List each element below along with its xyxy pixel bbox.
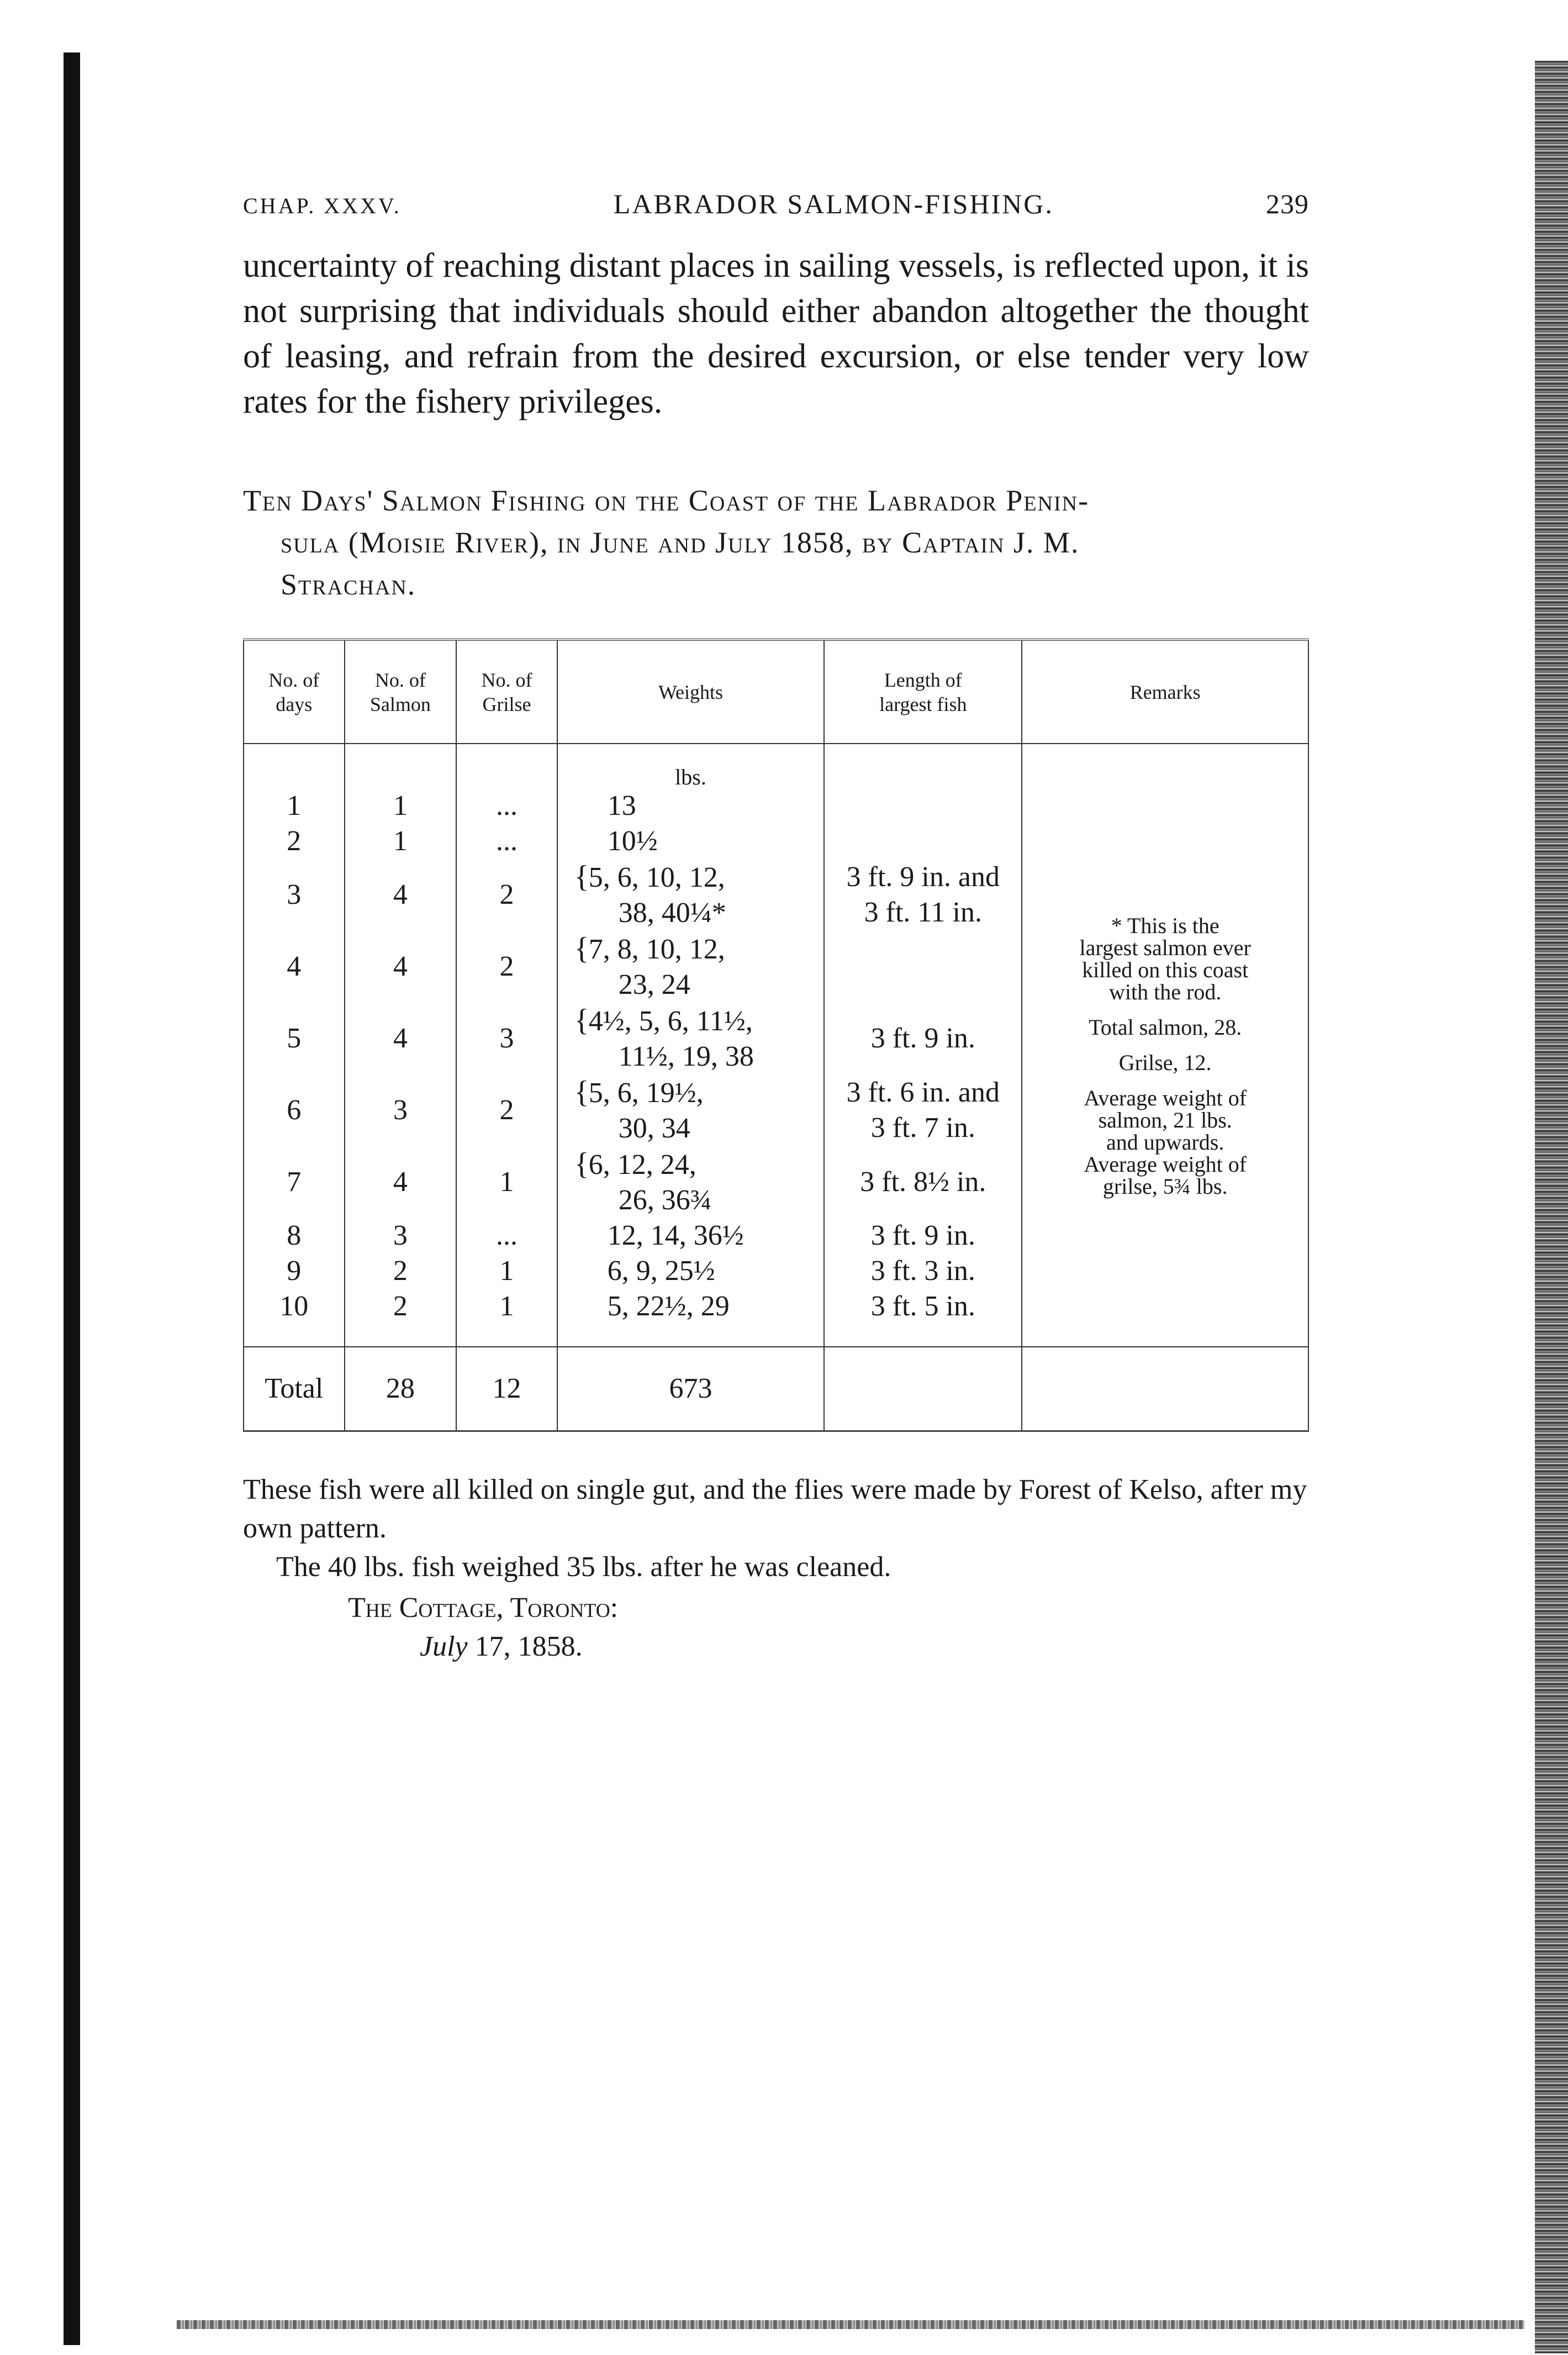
cell-grilse: 1: [456, 1253, 557, 1289]
cell-weights: [557, 1003, 825, 1074]
notes: [243, 1471, 1309, 1587]
paragraph-text: uncertainty of reaching distant places in sailing vessels, is reflected upon, it is not surprising that individuals should either abandon altogether the thought of leasing, and refrain from the desired excursion, or else tender very low rates for the fishery privileges.: [243, 247, 1309, 420]
signature-month: July: [420, 1631, 468, 1662]
remarks-line: grilse, 5¾ lbs.: [1102, 1174, 1228, 1199]
fishing-table: [243, 639, 1309, 1432]
remarks-line: Average weight of: [1084, 1152, 1247, 1177]
brace-glyph: {: [574, 1003, 589, 1037]
cell-weights: [557, 1074, 825, 1146]
remarks-cell: [1022, 766, 1308, 1347]
table-title-line-1: Ten Days' Salmon Fishing on the Coast of the Labrador Penin-: [243, 484, 1090, 517]
page-stack-edge: [1535, 61, 1568, 2353]
cell-day: 8: [244, 1218, 345, 1253]
table-title-line-3: Strachan.: [281, 568, 416, 601]
cell-salmon: 2: [345, 1289, 457, 1324]
weights-line-1: [574, 859, 824, 895]
cell-grilse: ...: [456, 1218, 557, 1253]
brace-glyph: {: [574, 931, 589, 966]
length-line-1: 3 ft. 9 in.: [870, 1023, 975, 1054]
cell-day: 9: [244, 1253, 345, 1289]
cell-salmon: 2: [345, 1253, 457, 1289]
cell-length: [824, 931, 1022, 1003]
cell-grilse: ...: [456, 788, 557, 824]
weights-text-1: 5, 6, 19½,: [588, 1077, 704, 1109]
weights-line-2: 23, 24: [618, 969, 690, 1000]
length-line-1: 3 ft. 8½ in.: [860, 1166, 986, 1198]
body-paragraph: [243, 243, 1309, 424]
cell-weights: [557, 1218, 825, 1253]
cell-day: 6: [244, 1074, 345, 1146]
units-row: [244, 766, 1308, 788]
total-remarks: [1022, 1347, 1308, 1431]
running-header: [243, 188, 1309, 220]
cell-length: [824, 788, 1022, 824]
cell-length: [824, 1003, 1022, 1074]
remarks-line: with the rod.: [1109, 979, 1222, 1004]
cell-salmon: 1: [345, 824, 457, 859]
note-line-2: The 40 lbs. fish weighed 35 lbs. after he was cleaned.: [276, 1551, 891, 1583]
weights-text-1: 6, 12, 24,: [588, 1149, 696, 1181]
chapter-label: CHAP. XXXV.: [243, 193, 402, 218]
cell-length: [824, 1218, 1022, 1253]
weights-text-1: 6, 9, 25½: [607, 1255, 715, 1287]
remarks-line: salmon, 21 lbs.: [1098, 1108, 1232, 1132]
cell-grilse: 2: [456, 1074, 557, 1146]
page-bottom-edge: [177, 2320, 1524, 2329]
cell-length: [824, 1146, 1022, 1218]
header-days: No. of days: [244, 640, 345, 744]
weights-units: lbs.: [557, 766, 825, 788]
cell-day: 5: [244, 1003, 345, 1074]
remarks-line: Average weight of: [1084, 1086, 1247, 1110]
total-weights: 673: [557, 1347, 825, 1431]
cell-grilse: 1: [456, 1289, 557, 1324]
cell-weights: [557, 1289, 825, 1324]
weights-line-2: 38, 40¼*: [618, 897, 726, 929]
weights-line-1: [574, 1003, 824, 1039]
weights-text-1: 12, 14, 36½: [607, 1220, 744, 1251]
weights-text-1: 5, 6, 10, 12,: [588, 862, 725, 893]
weights-line-1: [574, 1218, 824, 1253]
remarks-line: * This is the: [1111, 913, 1219, 938]
remarks-line: Total salmon, 28.: [1089, 1015, 1242, 1040]
page-number: 239: [1266, 188, 1309, 219]
signature-day-year: 17, 1858.: [467, 1631, 583, 1662]
length-line-2: 3 ft. 11 in.: [864, 897, 982, 928]
signature-date: [348, 1627, 1309, 1666]
weights-text-1: 5, 22½, 29: [607, 1290, 730, 1322]
cell-day: 7: [244, 1146, 345, 1218]
length-line-1: 3 ft. 5 in.: [870, 1290, 975, 1322]
weights-line-1: [574, 1289, 824, 1324]
header-grilse: No. of Grilse: [456, 640, 557, 744]
table-body: [244, 744, 1308, 1431]
header-length: Length of largest fish: [824, 640, 1022, 744]
total-salmon: 28: [345, 1347, 457, 1431]
weights-text-1: 10½: [607, 825, 658, 857]
weights-line-1: [574, 1146, 824, 1183]
weights-line-1: [574, 1253, 824, 1289]
cell-weights: [557, 824, 825, 859]
remarks-line: killed on this coast: [1082, 957, 1249, 982]
cell-salmon: 4: [345, 859, 457, 931]
cell-weights: [557, 1253, 825, 1289]
weights-line-1: [574, 788, 824, 824]
weights-line-1: [574, 1074, 824, 1111]
weights-text-1: 13: [607, 790, 636, 821]
cell-day: 4: [244, 931, 345, 1003]
remarks-line: largest salmon ever: [1079, 935, 1251, 960]
signature-place: The Cottage, Toronto:: [348, 1592, 619, 1624]
cell-weights: [557, 788, 825, 824]
length-line-1: 3 ft. 6 in. and: [846, 1077, 1000, 1108]
length-line-2: 3 ft. 7 in.: [870, 1112, 975, 1144]
cell-length: [824, 1253, 1022, 1289]
cell-day: 1: [244, 788, 345, 824]
weights-line-2: 30, 34: [618, 1113, 690, 1144]
cell-length: [824, 1289, 1022, 1324]
cell-day: 10: [244, 1289, 345, 1324]
table-title: [243, 480, 1309, 605]
cell-grilse: 3: [456, 1003, 557, 1074]
header-remarks: Remarks: [1022, 640, 1308, 744]
weights-line-2: 11½, 19, 38: [618, 1041, 754, 1072]
cell-salmon: 4: [345, 1146, 457, 1218]
cell-salmon: 4: [345, 931, 457, 1003]
weights-text-1: 4½, 5, 6, 11½,: [588, 1005, 753, 1037]
note-line-1: These fish were all killed on single gut, and the flies were made by Forest of Kelso, after my own pattern.: [243, 1474, 1307, 1544]
cell-day: 2: [244, 824, 345, 859]
cell-length: [824, 859, 1022, 931]
cell-weights: [557, 859, 825, 931]
book-page: [243, 188, 1309, 1666]
brace-glyph: {: [574, 1075, 589, 1109]
running-title: LABRADOR SALMON-FISHING.: [613, 188, 1054, 219]
length-line-1: 3 ft. 9 in. and: [846, 861, 1000, 893]
cell-salmon: 3: [345, 1074, 457, 1146]
cell-grilse: 1: [456, 1146, 557, 1218]
weights-line-1: [574, 824, 824, 859]
total-label: Total: [244, 1347, 345, 1431]
spacer-row: [244, 744, 1308, 766]
signature-block: [243, 1589, 1309, 1666]
weights-text-1: 7, 8, 10, 12,: [588, 934, 725, 965]
cell-length: [824, 824, 1022, 859]
length-line-1: 3 ft. 9 in.: [870, 1220, 975, 1251]
cell-salmon: 1: [345, 788, 457, 824]
header-weights: Weights: [557, 640, 825, 744]
table-header-row: [244, 640, 1308, 744]
cell-salmon: 3: [345, 1218, 457, 1253]
brace-glyph: {: [574, 1147, 589, 1181]
total-grilse: 12: [456, 1347, 557, 1431]
remarks-line: and upwards.: [1106, 1130, 1224, 1155]
remarks-line: Grilse, 12.: [1118, 1050, 1212, 1075]
total-row: [244, 1347, 1308, 1431]
cell-grilse: 2: [456, 859, 557, 931]
cell-salmon: 4: [345, 1003, 457, 1074]
length-line-1: 3 ft. 3 in.: [870, 1255, 975, 1287]
weights-line-2: 26, 36¾: [618, 1184, 712, 1216]
cell-weights: [557, 931, 825, 1003]
cell-grilse: 2: [456, 931, 557, 1003]
book-binding-edge: [64, 52, 80, 2345]
weights-line-1: [574, 931, 824, 967]
cell-day: 3: [244, 859, 345, 931]
total-length: [824, 1347, 1022, 1431]
header-salmon: No. of Salmon: [345, 640, 457, 744]
cell-grilse: ...: [456, 824, 557, 859]
table-title-line-2: sula (Moisie River), in June and July 1858, by Captain J. M.: [281, 526, 1080, 559]
cell-weights: [557, 1146, 825, 1218]
brace-glyph: {: [574, 860, 589, 894]
cell-length: [824, 1074, 1022, 1146]
